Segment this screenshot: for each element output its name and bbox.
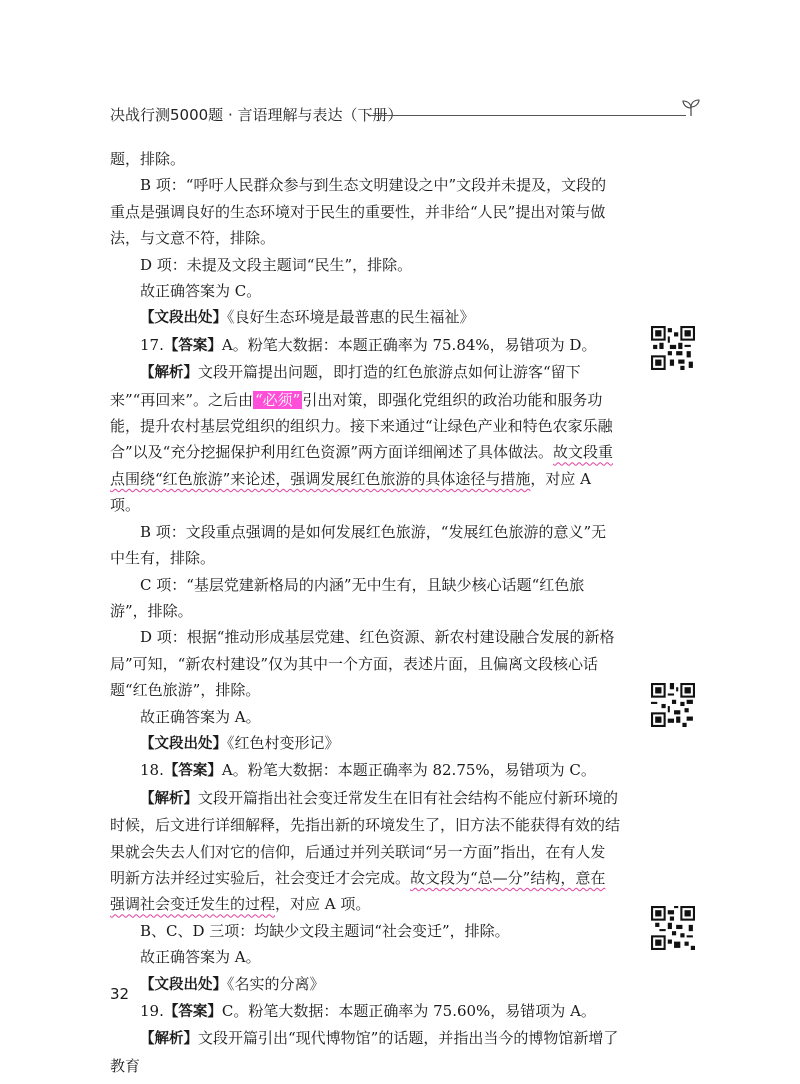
analysis-text: 引出对策，即强化党组织的政治功能和服务功能，提升农村基层党组织的组织力。接下来通过“让绿色产业和特色农家乐融合”以及“充分挖掘保护利用红色资源”两方面详细阐述了具体做法。 bbox=[110, 390, 613, 462]
analysis-19 bbox=[110, 1025, 620, 1079]
qr-code-icon[interactable] bbox=[651, 326, 695, 370]
answer-tag: 【答案】 bbox=[163, 337, 222, 354]
source-tag: 【文段出处】 bbox=[140, 976, 227, 993]
page-number: 32 bbox=[110, 985, 130, 1003]
source-line bbox=[110, 304, 620, 331]
answer-line-17 bbox=[110, 332, 620, 359]
paragraph: C 项：“基层党建新格局的内涵”无中生有，且缺少核心话题“红色旅游”，排除。 bbox=[110, 575, 585, 620]
answer-tag: 【答案】 bbox=[163, 1004, 222, 1020]
qr-code-icon[interactable] bbox=[651, 906, 695, 950]
book-title: 决战行测5000题 · 言语理解与表达（下册） bbox=[110, 106, 403, 124]
paragraph: 故正确答案为 A。 bbox=[140, 948, 261, 967]
source-title: 《名实的分离》 bbox=[227, 974, 325, 993]
source-tag: 【文段出处】 bbox=[140, 310, 227, 327]
analysis-tag: 【解析】 bbox=[140, 790, 198, 807]
underlined-key-sentence: 故文段重点围绕“红色旅游”来论述，强调发展红色旅游的具体途径与措施 bbox=[110, 443, 614, 488]
analysis-text: ，对应 A 项。 bbox=[275, 895, 371, 914]
paragraph: D 项：根据“推动形成基层党建、红色资源、新农村建设融合发展的新格局”可知，“新农村建设”仅为其中一个方面，表述片面，且偏离文段核心话题“红色旅游”，排除。 bbox=[110, 628, 615, 700]
analysis-text: 文段开篇引出“现代博物馆”的话题，并指出当今的博物馆新增了教育 bbox=[110, 1029, 619, 1075]
source-tag: 【文段出处】 bbox=[140, 735, 227, 752]
paragraph: B 项：“呼吁人民群众参与到生态文明建设之中”文段并未提及，文段的重点是强调良好的生态环境对于民生的重要性，并非给“人民”提出对策与做法，与文意不符，排除。 bbox=[110, 176, 607, 248]
paragraph: B 项：文段重点强调的是如何发展红色旅游，“发展红色旅游的意义”无中生有，排除。 bbox=[110, 522, 607, 568]
analysis-text: 文段开篇指出社会变迁常发生在旧有社会结构不能应付新环境的时候，后文进行详细解释，先指出新的环境发生了，旧方法不能获得有效的结果就会失去人们对它的信仰，后通过并列关联词“另一方面”指出，在有人发明新方法并经过实验后，社会变迁才会完成。 bbox=[110, 788, 621, 887]
paragraph: B、C、D 三项：均缺少文段主题词“社会变迁”，排除。 bbox=[140, 921, 510, 940]
sprout-icon bbox=[680, 96, 702, 118]
answer-text: A。粉笔大数据：本题正确率为 75.84%，易错项为 D。 bbox=[221, 335, 597, 354]
answer-tag: 【答案】 bbox=[163, 763, 222, 780]
source-line bbox=[110, 730, 620, 757]
underlined-key-sentence: 故文段为“总—分”结构，意在强调社会变迁发生的过程 bbox=[110, 868, 606, 914]
paragraph: D 项：未提及文段主题词“民生”，排除。 bbox=[140, 255, 413, 274]
analysis-tag: 【解析】 bbox=[140, 365, 198, 382]
answer-line-18 bbox=[110, 757, 620, 784]
source-line bbox=[110, 971, 620, 998]
paragraph: 题，排除。 bbox=[110, 150, 186, 168]
analysis-18 bbox=[110, 785, 620, 918]
paragraph: 故正确答案为 C。 bbox=[140, 282, 262, 301]
source-title: 《红色村变形记》 bbox=[227, 733, 340, 752]
page-body bbox=[110, 146, 620, 1079]
qr-code-icon[interactable] bbox=[651, 683, 695, 727]
answer-line-19 bbox=[110, 998, 620, 1025]
analysis-text: ，对应 A 项。 bbox=[110, 469, 591, 515]
answer-text: A。粉笔大数据：本题正确率为 82.75%，易错项为 C。 bbox=[221, 761, 596, 780]
running-header bbox=[110, 104, 700, 128]
source-title: 《良好生态环境是最普惠的民生福祉》 bbox=[227, 308, 475, 327]
answer-text: C。粉笔大数据：本题正确率为 75.60%，易错项为 A。 bbox=[221, 1002, 596, 1020]
highlighted-keyword: “必须” bbox=[255, 390, 301, 409]
question-number: 19. bbox=[140, 1002, 164, 1020]
header-rule bbox=[368, 115, 686, 116]
analysis-tag: 【解析】 bbox=[140, 1031, 198, 1048]
question-number: 18. bbox=[140, 761, 164, 780]
paragraph: 故正确答案为 A。 bbox=[140, 707, 261, 726]
analysis-17 bbox=[110, 359, 620, 518]
question-number: 17. bbox=[140, 335, 164, 354]
analysis-text: 文段开篇提出问题，即打造的红色旅游点如何让游客“留下来”“再回来”。之后由 bbox=[110, 363, 581, 409]
